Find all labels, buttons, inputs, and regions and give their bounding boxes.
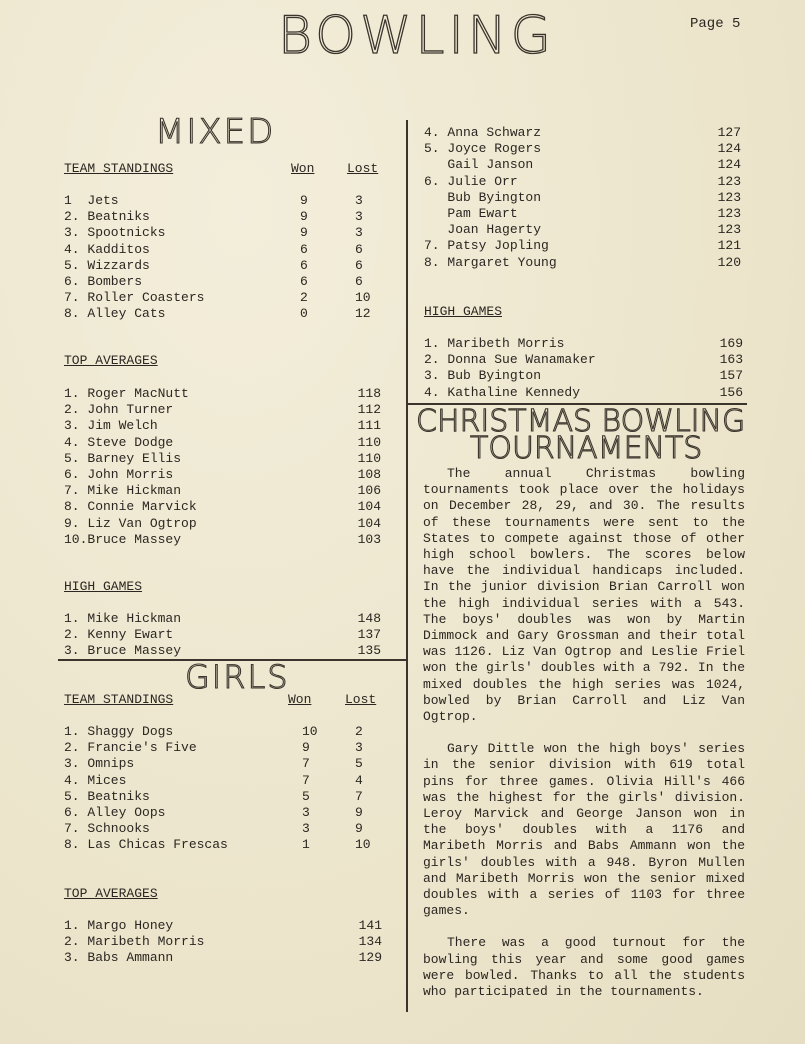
team-won: 6 bbox=[300, 274, 308, 289]
team-won: 7 bbox=[302, 756, 310, 772]
girls-high-games-label: HIGH GAMES bbox=[424, 304, 503, 319]
team-won: 9 bbox=[300, 193, 308, 208]
team-lost: 6 bbox=[355, 257, 363, 273]
list-name: 5. Barney Ellis bbox=[64, 450, 182, 466]
team-lost: 9 bbox=[355, 805, 363, 820]
list-name: Bub Byington bbox=[424, 189, 542, 205]
girls-won-label: Won bbox=[288, 692, 312, 707]
team-lost: 3 bbox=[355, 209, 363, 225]
list-name: Gail Janson bbox=[424, 157, 534, 173]
team-name: 6. Alley Oops bbox=[64, 805, 166, 820]
team-name: 1 Jets bbox=[64, 193, 119, 208]
article-paragraph: There was a good turnout for the bowling this year and some good games were bowled. Thanks to all the students who participated in the tournaments. bbox=[423, 935, 745, 1000]
girls-heading: GIRLS bbox=[185, 658, 290, 696]
list-name: 10.Bruce Massey bbox=[64, 531, 182, 547]
mixed-top-averages-label: TOP AVERAGES bbox=[64, 353, 158, 368]
team-name: 2. Francie's Five bbox=[64, 740, 197, 756]
list-value: 118 bbox=[357, 386, 381, 401]
team-won: 9 bbox=[302, 740, 310, 756]
list-name: 2. John Turner bbox=[64, 402, 174, 418]
list-name: 6. Julie Orr bbox=[424, 173, 518, 189]
list-value: 134 bbox=[358, 934, 382, 950]
list-value: 157 bbox=[719, 368, 743, 384]
team-won: 10 bbox=[302, 724, 318, 739]
mixed-high-games-label: HIGH GAMES bbox=[64, 579, 143, 594]
team-lost: 12 bbox=[355, 306, 371, 322]
list-name: 7. Mike Hickman bbox=[64, 483, 182, 499]
team-name: 7. Roller Coasters bbox=[64, 290, 205, 306]
list-value: 129 bbox=[358, 950, 382, 966]
team-lost: 6 bbox=[355, 241, 363, 257]
list-name: 8. Margaret Young bbox=[424, 254, 557, 270]
girls-top-averages-label: TOP AVERAGES bbox=[64, 886, 158, 901]
list-value: 106 bbox=[357, 483, 381, 499]
team-name: 7. Schnooks bbox=[64, 821, 150, 837]
list-name: 1. Roger MacNutt bbox=[64, 386, 189, 401]
team-name: 4. Mices bbox=[64, 772, 127, 788]
team-name: 4. Kadditos bbox=[64, 241, 150, 257]
list-value: 123 bbox=[717, 206, 741, 221]
article-body bbox=[423, 466, 745, 1016]
team-won: 2 bbox=[300, 290, 308, 306]
mixed-lost-label: Lost bbox=[347, 161, 379, 176]
team-won: 3 bbox=[302, 805, 310, 820]
team-lost: 6 bbox=[355, 274, 363, 289]
team-lost: 3 bbox=[355, 193, 363, 208]
team-lost: 7 bbox=[355, 788, 363, 804]
list-value: 123 bbox=[717, 173, 741, 189]
list-name: 2. Donna Sue Wanamaker bbox=[424, 352, 596, 368]
list-value: 123 bbox=[717, 189, 741, 205]
list-name: 3. Bruce Massey bbox=[64, 643, 182, 659]
list-name: 6. John Morris bbox=[64, 467, 174, 482]
team-lost: 9 bbox=[355, 821, 363, 837]
list-value: 103 bbox=[357, 531, 381, 547]
team-name: 2. Beatniks bbox=[64, 209, 150, 225]
list-name: 4. Anna Schwarz bbox=[424, 125, 542, 140]
list-value: 135 bbox=[357, 643, 381, 659]
team-name: 5. Beatniks bbox=[64, 788, 150, 804]
list-value: 104 bbox=[357, 515, 381, 531]
list-value: 104 bbox=[357, 499, 381, 515]
list-name: 7. Patsy Jopling bbox=[424, 238, 549, 254]
list-name: 4. Kathaline Kennedy bbox=[424, 384, 581, 400]
list-value: 111 bbox=[357, 418, 381, 434]
article-paragraph: Gary Dittle won the high boys' series in the senior division with 619 total pins for three games. Olivia Hill's 466 was the highest for the girls' division. Leroy Marvick and George Janson won in the boys' doubles with a 1176 and Maribeth Morris and Babs Ammann won the girls' doubles with a 948. Byron Mullen and Maribeth Morris won the senior mixed doubles with a series of 1103 for three games. bbox=[423, 741, 745, 919]
mixed-won-label: Won bbox=[291, 161, 315, 176]
list-name: 9. Liz Van Ogtrop bbox=[64, 515, 197, 531]
girls-lost-label: Lost bbox=[345, 692, 377, 707]
list-value: 124 bbox=[717, 141, 741, 157]
list-name: 3. Babs Ammann bbox=[64, 950, 174, 966]
team-lost: 3 bbox=[355, 225, 363, 241]
list-value: 108 bbox=[357, 467, 381, 482]
team-won: 6 bbox=[300, 257, 308, 273]
list-name: 2. Maribeth Morris bbox=[64, 934, 205, 950]
list-name: Pam Ewart bbox=[424, 206, 518, 221]
team-won: 9 bbox=[300, 209, 308, 225]
list-name: 1. Maribeth Morris bbox=[424, 336, 565, 351]
page-title: BOWLING bbox=[278, 6, 555, 66]
article-heading-line2: TOURNAMENTS bbox=[470, 431, 703, 466]
team-name: 6. Bombers bbox=[64, 274, 143, 289]
list-name: 5. Joyce Rogers bbox=[424, 141, 542, 157]
article-heading-line1: CHRISTMAS BOWLING bbox=[416, 404, 746, 439]
list-value: 169 bbox=[719, 336, 743, 351]
team-name: 8. Alley Cats bbox=[64, 306, 166, 322]
page-number: Page 5 bbox=[690, 16, 741, 32]
list-value: 163 bbox=[719, 352, 743, 368]
list-name: 4. Steve Dodge bbox=[64, 434, 174, 450]
list-name: 8. Connie Marvick bbox=[64, 499, 197, 515]
team-lost: 2 bbox=[355, 724, 363, 739]
team-won: 9 bbox=[300, 225, 308, 241]
list-value: 123 bbox=[717, 222, 741, 238]
team-lost: 10 bbox=[355, 837, 371, 853]
list-value: 120 bbox=[717, 254, 741, 270]
team-won: 3 bbox=[302, 821, 310, 837]
team-name: 3. Omnips bbox=[64, 756, 135, 772]
list-value: 156 bbox=[719, 384, 743, 400]
article-paragraph: The annual Christmas bowling tournaments took place over the holidays on December 28, 29, and 30. The results of these tournaments were sent to the States to compete against those of other high school bowlers. The scores below have the individual handicaps included. In the junior division Brian Carroll won the high individual series with a 543. The boys' doubles was won by Martin Dimmock and Gary Grossman and their total was 1126. Liz Van Ogtrop and Leslie Friel won the girls' doubles with a 792. In the mixed doubles the high series was 1024, bowled by Brian Carroll and Liz Van Ogtrop. bbox=[423, 466, 745, 725]
team-name: 5. Wizzards bbox=[64, 257, 150, 273]
list-value: 121 bbox=[717, 238, 741, 254]
team-name: 1. Shaggy Dogs bbox=[64, 724, 174, 739]
team-lost: 5 bbox=[355, 756, 363, 772]
list-value: 137 bbox=[357, 627, 381, 643]
team-won: 6 bbox=[300, 241, 308, 257]
list-value: 148 bbox=[357, 611, 381, 626]
team-name: 8. Las Chicas Frescas bbox=[64, 837, 228, 853]
girls-team-standings-label: TEAM STANDINGS bbox=[64, 692, 174, 707]
list-value: 124 bbox=[717, 157, 741, 173]
team-name: 3. Spootnicks bbox=[64, 225, 166, 241]
list-name: 3. Bub Byington bbox=[424, 368, 542, 384]
list-name: 2. Kenny Ewart bbox=[64, 627, 174, 643]
team-lost: 3 bbox=[355, 740, 363, 756]
team-lost: 4 bbox=[355, 772, 363, 788]
list-name: 1. Margo Honey bbox=[64, 918, 174, 933]
list-name: 1. Mike Hickman bbox=[64, 611, 182, 626]
team-won: 0 bbox=[300, 306, 308, 322]
mixed-team-standings-label: TEAM STANDINGS bbox=[64, 161, 174, 176]
list-value: 141 bbox=[358, 918, 382, 933]
column-divider bbox=[406, 120, 408, 1012]
team-won: 7 bbox=[302, 772, 310, 788]
team-lost: 10 bbox=[355, 290, 371, 306]
mixed-heading: MIXED bbox=[155, 112, 276, 152]
team-won: 5 bbox=[302, 788, 310, 804]
list-value: 110 bbox=[357, 434, 381, 450]
team-won: 1 bbox=[302, 837, 310, 853]
list-value: 110 bbox=[357, 450, 381, 466]
list-value: 112 bbox=[357, 402, 381, 418]
list-value: 127 bbox=[717, 125, 741, 140]
list-name: Joan Hagerty bbox=[424, 222, 542, 238]
list-name: 3. Jim Welch bbox=[64, 418, 158, 434]
